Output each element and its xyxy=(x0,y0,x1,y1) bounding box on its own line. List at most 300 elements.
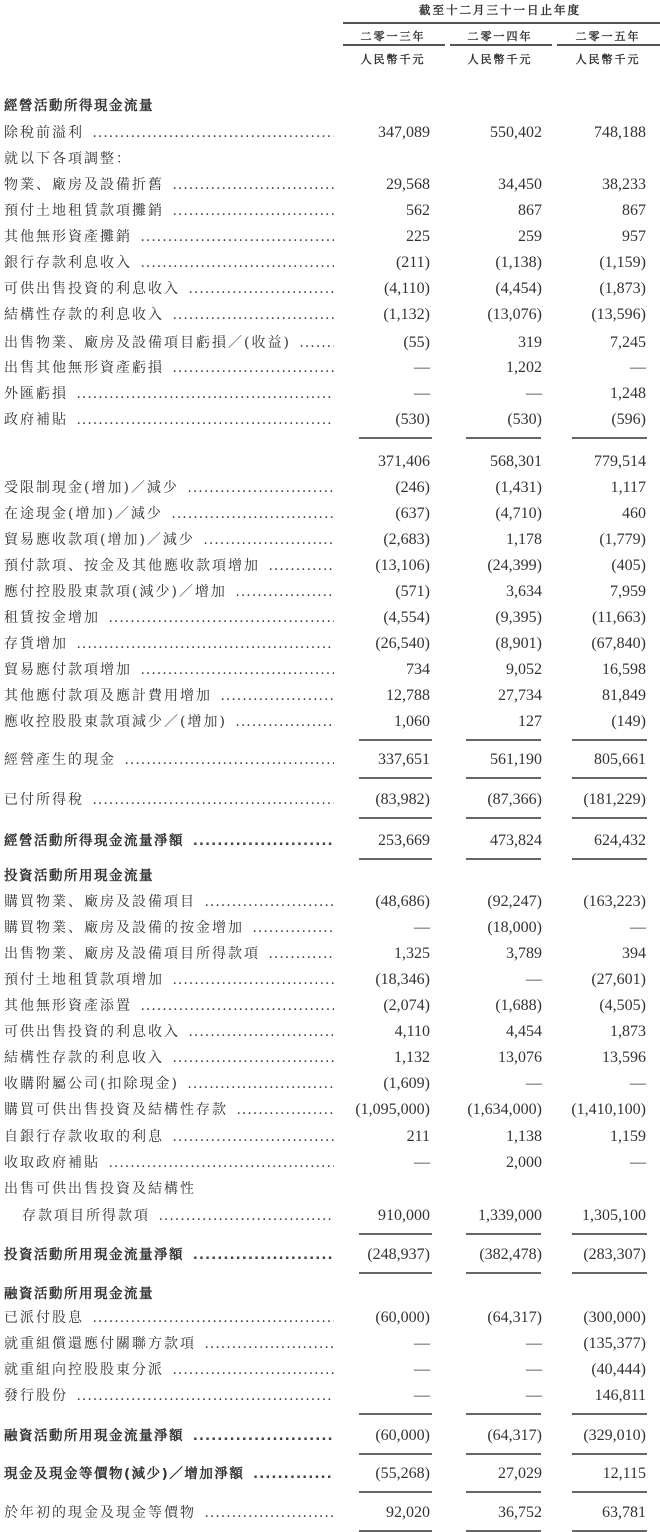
row-label-text: 融資活動所用現金流量淨額 xyxy=(4,1428,187,1444)
value-2014: — xyxy=(526,1335,542,1352)
row-label xyxy=(4,527,334,553)
row-label xyxy=(4,381,334,407)
value-2014: 1,339,000 xyxy=(478,1207,542,1224)
value-2013: (18,346) xyxy=(375,971,430,988)
value-2014: 867 xyxy=(518,202,542,219)
value-2014: (1,688) xyxy=(495,997,542,1014)
row-label xyxy=(4,631,334,657)
value-2014: — xyxy=(526,1361,542,1378)
value-2015: (135,377) xyxy=(583,1335,646,1352)
row-label-text: 出售物業、廠房及設備項目虧損／(收益) xyxy=(4,335,294,351)
row-label xyxy=(4,120,334,146)
value-2015: (4,505) xyxy=(599,997,646,1014)
row-label xyxy=(4,579,334,605)
row-label-text: 自銀行存款收取的利息 xyxy=(4,1129,167,1145)
table-row xyxy=(0,1305,660,1331)
value-2013: 347,089 xyxy=(378,124,430,141)
section-heading xyxy=(0,1281,660,1307)
row-label-text: 就重組向控股股東分派 xyxy=(4,1362,167,1378)
subtotal-rule xyxy=(359,1491,432,1493)
table-row xyxy=(0,381,660,407)
year-heading-2014: 二零一四年 xyxy=(467,30,533,43)
table-row xyxy=(0,747,660,773)
table-row xyxy=(0,1176,660,1202)
row-label xyxy=(4,683,334,709)
subtotal-rule xyxy=(359,437,432,439)
row-label xyxy=(4,172,334,198)
value-2013: — xyxy=(414,1154,430,1171)
row-label xyxy=(4,250,334,276)
value-2014: 127 xyxy=(518,713,542,730)
table-row xyxy=(0,355,660,381)
value-2013: (13,106) xyxy=(375,557,430,574)
row-label-text: 可供出售投資的利息收入 xyxy=(4,281,183,297)
row-label xyxy=(4,863,334,889)
subtotal-rule xyxy=(572,437,647,439)
value-2014: 1,202 xyxy=(506,359,542,376)
row-label xyxy=(4,475,334,501)
row-label-text: 收購附屬公司(扣除現金) xyxy=(4,1076,182,1092)
row-label-text: 其他無形資產攤銷 xyxy=(4,229,135,245)
subtotal-rule xyxy=(572,1413,647,1415)
value-2013: (211) xyxy=(395,254,430,271)
row-label-text: 經營產生的現金 xyxy=(4,752,119,768)
value-2014: — xyxy=(526,385,542,402)
value-2014: — xyxy=(526,1075,542,1092)
table-row xyxy=(0,787,660,813)
table-row xyxy=(0,967,660,993)
row-label-text: 於年初的現金及現金等價物 xyxy=(4,1505,199,1521)
table-row xyxy=(0,250,660,276)
subtotal-rule xyxy=(466,817,541,819)
value-2013: 29,568 xyxy=(386,176,430,193)
value-2014: 3,634 xyxy=(506,583,542,600)
value-2015: 12,115 xyxy=(602,1465,646,1482)
subtotal-rule xyxy=(572,739,647,741)
row-label-text: 結構性存款的利息收入 xyxy=(4,307,167,323)
row-label-text: 外匯虧損 xyxy=(4,386,71,402)
value-2015: 1,159 xyxy=(610,1128,646,1145)
subtotal-rule xyxy=(466,1413,541,1415)
row-label-text: 投資活動所用現金流量淨額 xyxy=(4,1247,187,1263)
row-label xyxy=(4,1331,334,1357)
value-2013: (1,609) xyxy=(383,1075,430,1092)
value-2013: (2,683) xyxy=(383,531,430,548)
value-2013: (48,686) xyxy=(375,893,430,910)
value-2013: (1,132) xyxy=(383,306,430,323)
section-heading xyxy=(0,93,660,119)
row-label-text: 其他無形資產添置 xyxy=(4,998,135,1014)
row-label-text: 投資活動所用現金流量 xyxy=(4,868,157,884)
value-2013: — xyxy=(414,1387,430,1404)
value-2015: 81,849 xyxy=(602,687,646,704)
value-2015: 7,959 xyxy=(610,583,646,600)
table-row xyxy=(0,1383,660,1409)
table-row xyxy=(0,1461,660,1487)
value-2015: (1,873) xyxy=(599,280,646,297)
value-2013: — xyxy=(414,359,430,376)
row-label xyxy=(4,1305,334,1331)
row-label xyxy=(4,657,334,683)
subtotal-rule xyxy=(572,1453,647,1455)
value-2015: 460 xyxy=(622,505,646,522)
value-2013: (248,937) xyxy=(367,1246,430,1263)
value-2015: 1,873 xyxy=(610,1023,646,1040)
subtotal-rule xyxy=(359,1413,432,1415)
value-2014: 27,029 xyxy=(498,1465,542,1482)
value-2015: 748,188 xyxy=(594,124,646,141)
row-label-text: 出售可供出售投資及結構性 xyxy=(4,1181,199,1197)
row-label-text: 預付土地租賃款項攤銷 xyxy=(4,203,167,219)
row-label-text: 預付款項、按金及其他應收款項增加 xyxy=(4,558,263,574)
section-heading xyxy=(0,863,660,889)
row-label xyxy=(4,1242,334,1268)
value-2014: 561,190 xyxy=(490,751,542,768)
value-2013: — xyxy=(414,1361,430,1378)
value-2014: 473,824 xyxy=(490,832,542,849)
value-2014: (530) xyxy=(507,411,542,428)
table-row xyxy=(0,941,660,967)
value-2015: (40,444) xyxy=(591,1361,646,1378)
row-label xyxy=(4,276,334,302)
row-label xyxy=(4,449,334,475)
table-row xyxy=(0,889,660,915)
unit-heading-2014: 人民幣千元 xyxy=(467,53,533,66)
value-2014: 550,402 xyxy=(490,124,542,141)
table-row xyxy=(0,449,660,475)
row-label xyxy=(4,93,334,119)
unit-heading-2015: 人民幣千元 xyxy=(575,53,641,66)
row-label xyxy=(4,1019,334,1045)
row-label xyxy=(4,330,334,356)
row-label xyxy=(4,1071,334,1097)
row-label-text: 購買物業、廠房及設備項目 xyxy=(4,894,199,910)
table-row xyxy=(0,828,660,854)
table-row xyxy=(0,683,660,709)
table-row xyxy=(0,1124,660,1150)
row-label-text: 現金及現金等價物(減少)／增加淨額 xyxy=(4,1466,247,1482)
value-2013: 4,110 xyxy=(394,1023,430,1040)
value-2015: 13,596 xyxy=(602,1049,646,1066)
value-2015: (149) xyxy=(611,713,646,730)
subtotal-rule xyxy=(359,858,432,860)
value-2015: (1,159) xyxy=(599,254,646,271)
subtotal-rule xyxy=(359,739,432,741)
value-2013: 910,000 xyxy=(378,1207,430,1224)
subtotal-rule xyxy=(359,817,432,819)
value-2014: 1,178 xyxy=(506,531,542,548)
row-label xyxy=(4,1383,334,1409)
row-label-text: 其他應付款項及應計費用增加 xyxy=(4,688,215,704)
value-2013: — xyxy=(414,1335,430,1352)
year-rule-2014 xyxy=(450,44,552,46)
value-2015: 63,781 xyxy=(602,1504,646,1521)
value-2015: (163,223) xyxy=(583,893,646,910)
value-2015: 1,248 xyxy=(610,385,646,402)
table-row xyxy=(0,527,660,553)
value-2014: (24,399) xyxy=(487,557,542,574)
row-label xyxy=(4,198,334,224)
value-2014: (18,000) xyxy=(487,919,542,936)
value-2013: 337,651 xyxy=(378,751,430,768)
row-label-text: 就重組償還應付關聯方款項 xyxy=(4,1336,199,1352)
value-2014: (4,454) xyxy=(495,280,542,297)
row-label xyxy=(4,553,334,579)
value-2015: 624,432 xyxy=(594,832,646,849)
subtotal-rule xyxy=(466,1272,541,1274)
table-row xyxy=(0,1500,660,1526)
table-row xyxy=(0,120,660,146)
value-2015: 779,514 xyxy=(594,453,646,470)
row-label-text: 融資活動所用現金流量 xyxy=(4,1286,157,1302)
value-2014: 13,076 xyxy=(498,1049,542,1066)
value-2013: (530) xyxy=(395,411,430,428)
year-heading-2015: 二零一五年 xyxy=(575,30,641,43)
value-2013: 1,060 xyxy=(394,713,430,730)
table-row xyxy=(0,1423,660,1449)
table-row xyxy=(0,579,660,605)
row-label-text: 應收控股股東款項減少／(增加) xyxy=(4,714,230,730)
row-label xyxy=(4,605,334,631)
row-label-text: 除稅前溢利 xyxy=(4,125,87,141)
subtotal-rule xyxy=(572,1491,647,1493)
row-label xyxy=(4,1124,334,1150)
value-2013: (26,540) xyxy=(375,635,430,652)
subtotal-rule xyxy=(572,777,647,779)
row-label xyxy=(4,1357,334,1383)
row-label xyxy=(4,1045,334,1071)
subtotal-rule xyxy=(466,1453,541,1455)
value-2013: 371,406 xyxy=(378,453,430,470)
value-2014: 34,450 xyxy=(498,176,542,193)
row-label-text: 銀行存款利息收入 xyxy=(4,255,135,271)
row-label xyxy=(4,787,334,813)
table-row xyxy=(0,605,660,631)
year-rule-2013 xyxy=(343,44,445,46)
value-2015: (283,307) xyxy=(583,1246,646,1263)
row-label-text: 結構性存款的利息收入 xyxy=(4,1050,167,1066)
value-2014: 3,789 xyxy=(506,945,542,962)
table-row xyxy=(0,1045,660,1071)
subtotal-rule xyxy=(572,1233,647,1235)
row-label-text: 貿易應收款項(增加)／減少 xyxy=(4,532,198,548)
row-label-text xyxy=(4,454,7,470)
value-2013: 12,788 xyxy=(386,687,430,704)
header-rule xyxy=(343,22,660,24)
row-label xyxy=(4,993,334,1019)
value-2013: 1,325 xyxy=(394,945,430,962)
row-label-text: 出售物業、廠房及設備項目所得款項 xyxy=(4,946,263,962)
row-label xyxy=(4,967,334,993)
table-row xyxy=(0,475,660,501)
table-row xyxy=(0,1019,660,1045)
row-label xyxy=(4,1176,334,1202)
table-row xyxy=(0,631,660,657)
row-label-text: 物業、廠房及設備折舊 xyxy=(4,177,167,193)
value-2015: 394 xyxy=(622,945,646,962)
value-2015: — xyxy=(630,1075,646,1092)
row-label xyxy=(4,1097,334,1123)
row-label-text: 購買物業、廠房及設備的按金增加 xyxy=(4,920,247,936)
row-label xyxy=(4,1281,334,1307)
value-2014: (87,366) xyxy=(487,791,542,808)
value-2013: (637) xyxy=(395,505,430,522)
value-2015: (181,229) xyxy=(583,791,646,808)
row-label xyxy=(4,828,334,854)
year-heading-2013: 二零一三年 xyxy=(360,30,426,43)
value-2014: 4,454 xyxy=(506,1023,542,1040)
value-2013: (4,554) xyxy=(383,609,430,626)
value-2015: — xyxy=(630,1154,646,1171)
value-2013: (60,000) xyxy=(375,1427,430,1444)
value-2014: (92,247) xyxy=(487,893,542,910)
row-label xyxy=(4,302,334,328)
table-row xyxy=(0,915,660,941)
row-label-text: 可供出售投資的利息收入 xyxy=(4,1024,183,1040)
subtotal-rule xyxy=(466,1491,541,1493)
subtotal-rule xyxy=(466,1233,541,1235)
row-label xyxy=(4,501,334,527)
value-2015: 16,598 xyxy=(602,661,646,678)
row-label xyxy=(4,889,334,915)
value-2014: 1,138 xyxy=(506,1128,542,1145)
value-2014: 9,052 xyxy=(506,661,542,678)
value-2014: 36,752 xyxy=(498,1504,542,1521)
value-2015: (596) xyxy=(611,411,646,428)
value-2014: (1,634,000) xyxy=(467,1101,542,1118)
table-row xyxy=(0,1150,660,1176)
value-2015: 1,117 xyxy=(610,479,646,496)
subtotal-rule xyxy=(359,1233,432,1235)
row-label-text: 存款項目所得款項 xyxy=(22,1208,153,1224)
row-label xyxy=(4,224,334,250)
value-2014: (382,478) xyxy=(479,1246,542,1263)
subtotal-rule xyxy=(359,1272,432,1274)
value-2015: (27,601) xyxy=(591,971,646,988)
value-2013: 734 xyxy=(406,661,430,678)
value-2014: (9,395) xyxy=(495,609,542,626)
value-2013: 211 xyxy=(406,1128,430,1145)
value-2013: 92,020 xyxy=(386,1504,430,1521)
table-row xyxy=(0,657,660,683)
table-row xyxy=(0,993,660,1019)
row-label-text: 經營活動所得現金流量淨額 xyxy=(4,833,187,849)
value-2015: (300,000) xyxy=(583,1309,646,1326)
table-row xyxy=(0,709,660,735)
value-2015: 957 xyxy=(622,228,646,245)
value-2014: (64,317) xyxy=(487,1309,542,1326)
value-2015: — xyxy=(630,919,646,936)
row-label-text: 已付所得稅 xyxy=(4,792,87,808)
value-2013: 253,669 xyxy=(378,832,430,849)
row-label xyxy=(4,1500,334,1526)
value-2015: (1,779) xyxy=(599,531,646,548)
table-row xyxy=(0,1097,660,1123)
table-row xyxy=(0,501,660,527)
period-heading: 截至十二月三十一日止年度 xyxy=(419,3,581,17)
table-row xyxy=(0,1203,660,1229)
subtotal-rule xyxy=(572,1272,647,1274)
row-label-text: 發行股份 xyxy=(4,1388,71,1404)
value-2015: (11,663) xyxy=(591,609,646,626)
value-2014: (1,431) xyxy=(495,479,542,496)
value-2014: 27,734 xyxy=(498,687,542,704)
table-row xyxy=(0,1071,660,1097)
row-label xyxy=(4,915,334,941)
row-label xyxy=(4,941,334,967)
value-2014: (4,710) xyxy=(495,505,542,522)
value-2015: 146,811 xyxy=(594,1387,646,1404)
row-label xyxy=(4,1461,334,1487)
value-2013: 225 xyxy=(406,228,430,245)
row-label-text: 就以下各項調整： xyxy=(4,151,135,167)
subtotal-rule xyxy=(466,858,541,860)
table-row xyxy=(0,146,660,172)
subtotal-rule xyxy=(572,817,647,819)
subtotal-rule xyxy=(359,1453,432,1455)
row-label xyxy=(4,747,334,773)
table-row xyxy=(0,198,660,224)
value-2013: (55,268) xyxy=(375,1465,430,1482)
value-2014: (8,901) xyxy=(495,635,542,652)
value-2014: 568,301 xyxy=(490,453,542,470)
value-2015: (13,596) xyxy=(591,306,646,323)
value-2013: 1,132 xyxy=(394,1049,430,1066)
row-label xyxy=(4,709,334,735)
value-2013: 562 xyxy=(406,202,430,219)
row-label-text: 應付控股股東款項(減少)／增加 xyxy=(4,584,230,600)
row-label-text: 貿易應付款項增加 xyxy=(4,662,135,678)
row-label-text: 受限制現金(增加)／減少 xyxy=(4,480,182,496)
value-2015: (405) xyxy=(611,557,646,574)
value-2013: (55) xyxy=(403,334,430,351)
table-row xyxy=(0,330,660,356)
subtotal-rule xyxy=(466,739,541,741)
row-label-text: 存貨增加 xyxy=(4,636,71,652)
value-2015: 38,233 xyxy=(602,176,646,193)
value-2014: (64,317) xyxy=(487,1427,542,1444)
value-2013: (246) xyxy=(395,479,430,496)
value-2013: (60,000) xyxy=(375,1309,430,1326)
subtotal-rule xyxy=(572,858,647,860)
value-2015: 7,245 xyxy=(610,334,646,351)
value-2014: (13,076) xyxy=(487,306,542,323)
value-2015: (67,840) xyxy=(591,635,646,652)
row-label-text: 政府補貼 xyxy=(4,412,71,428)
row-label xyxy=(4,1423,334,1449)
table-row xyxy=(0,1357,660,1383)
row-label-text: 預付土地租賃款項增加 xyxy=(4,972,167,988)
table-row xyxy=(0,302,660,328)
table-row xyxy=(0,276,660,302)
row-label xyxy=(4,1150,334,1176)
row-label-text: 收取政府補貼 xyxy=(4,1155,103,1171)
row-label xyxy=(4,407,334,433)
value-2013: — xyxy=(414,919,430,936)
table-row xyxy=(0,407,660,433)
value-2013: (4,110) xyxy=(383,280,430,297)
row-label-text: 出售其他無形資產虧損 xyxy=(4,360,167,376)
value-2014: — xyxy=(526,971,542,988)
row-label-text: 經營活動所得現金流量 xyxy=(4,98,157,114)
table-row xyxy=(0,172,660,198)
row-label xyxy=(4,146,334,172)
value-2013: (2,074) xyxy=(383,997,430,1014)
unit-heading-2013: 人民幣千元 xyxy=(360,53,426,66)
value-2013: (571) xyxy=(395,583,430,600)
table-row xyxy=(0,1331,660,1357)
subtotal-rule xyxy=(359,777,432,779)
